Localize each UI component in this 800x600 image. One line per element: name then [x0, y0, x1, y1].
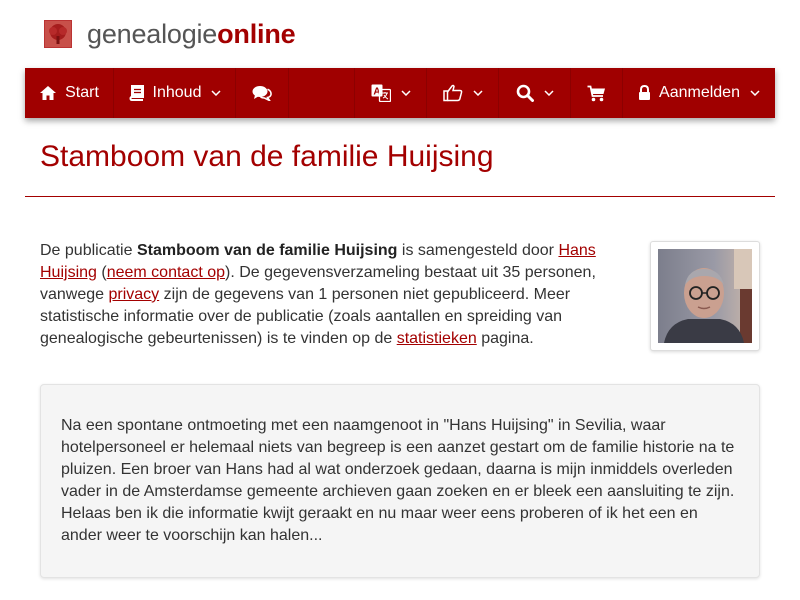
search-icon — [516, 84, 534, 102]
author-link[interactable]: Hans Huijsing — [40, 242, 596, 281]
chevron-down-icon — [544, 90, 554, 96]
nav-search[interactable] — [499, 68, 571, 118]
contact-link[interactable]: neem contact op — [106, 264, 225, 281]
main-navbar — [25, 68, 775, 118]
nav-language[interactable] — [354, 68, 427, 118]
author-photo[interactable] — [650, 241, 760, 351]
description-text: Na een spontane ontmoeting met een naamgenoot in "Hans Huijsing" in Sevilia, waar hotelpersoneel er helemaal niets van begreep is een aanzet gestart om de familie historie na te pluizen. Een broer van Hans had al wat onderzoek gedaan, daarna is mijn inmiddels overleden vader in de Amsterdamse gemeente archieven gaan zoeken en er bleek een aansluiting te zijn. Helaas ben ik die informatie kwijt geraakt en nu maar weer eens proberen of ik het een en ander weer te voorschijn kan halen... — [61, 417, 735, 544]
nav-aanmelden[interactable] — [623, 68, 775, 118]
site-logo[interactable] — [87, 19, 295, 50]
author-avatar-image — [658, 249, 752, 343]
intro-text: ( — [96, 264, 107, 281]
site-header — [44, 16, 295, 52]
lock-icon — [638, 85, 651, 101]
intro-text: is samengesteld door — [397, 242, 559, 259]
title-divider — [25, 196, 775, 197]
home-icon — [39, 85, 57, 101]
nav-start-label: Start — [65, 84, 99, 101]
intro-text: De publicatie — [40, 242, 137, 259]
intro-text: pagina. — [476, 330, 534, 347]
publication-description — [40, 384, 760, 578]
chevron-down-icon — [473, 90, 483, 96]
page-title: Stamboom van de familie Huijsing — [40, 140, 494, 173]
language-icon — [371, 84, 391, 102]
intro-text: zijn de gegevens van 1 personen niet gepubliceerd. Meer statistische informatie over de publicatie (zoals aantallen en spreiding van genealogische gebeurtenissen) is te vinden op de — [40, 286, 571, 347]
nav-forum[interactable] — [236, 68, 289, 118]
nav-inhoud-label: Inhoud — [152, 84, 202, 101]
book-icon — [128, 85, 145, 101]
publication-name: Stamboom van de familie Huijsing — [136, 242, 398, 259]
nav-inhoud[interactable] — [114, 68, 236, 118]
publication-intro — [40, 240, 610, 350]
chevron-down-icon — [211, 90, 221, 96]
nav-shop[interactable] — [571, 68, 623, 118]
comments-icon — [252, 85, 272, 101]
nav-recommend[interactable] — [427, 68, 499, 118]
statistics-link[interactable]: statistieken — [396, 330, 477, 347]
brand-part-genealogie: genealogie — [87, 18, 218, 49]
nav-start[interactable] — [25, 68, 114, 118]
thumbs-up-icon — [443, 84, 463, 102]
brand-part-online: online — [217, 18, 296, 49]
svg-text:A: A — [372, 86, 381, 98]
nav-aanmelden-label: Aanmelden — [659, 84, 740, 101]
chevron-down-icon — [401, 90, 411, 96]
tree-icon[interactable] — [44, 20, 72, 48]
intro-text: ). De gegevensverzameling bestaat uit 35 personen, vanwege — [40, 264, 596, 303]
privacy-link[interactable]: privacy — [108, 286, 160, 303]
shopping-cart-icon — [587, 85, 606, 102]
chevron-down-icon — [750, 90, 760, 96]
